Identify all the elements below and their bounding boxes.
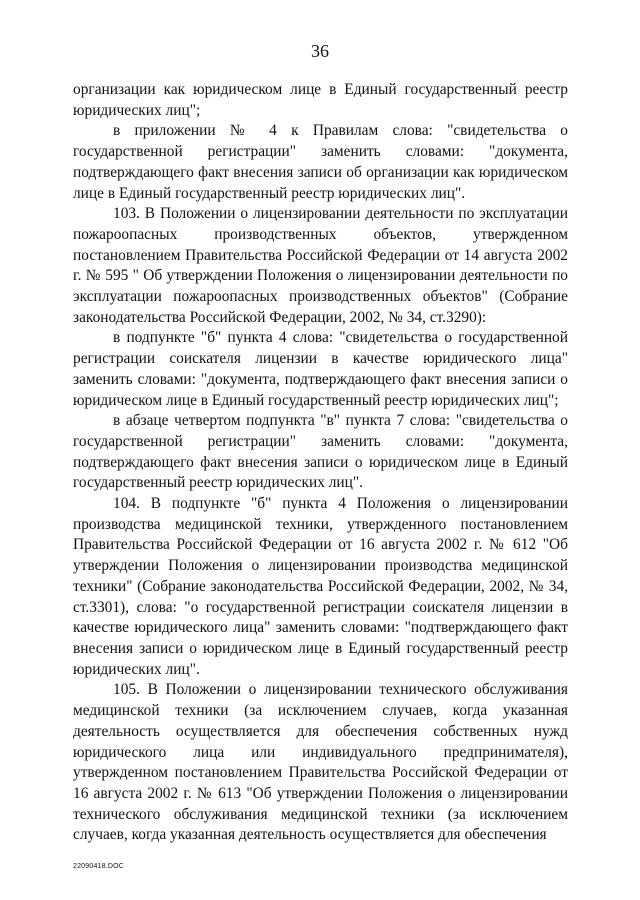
paragraph-item-103: 103. В Положении о лицензировании деятельности по эксплуатации пожароопасных производственных объектов, утвержденном постановлением Правительства Российской Федерации от 14 августа 2002 г. № 595 " Об утверждении Положения о лицензировании деятельности по эксплуатации пожароопасных производственных объектов" (Собрание законодательства Российской Федерации, 2002, № 34, ст.3290): <box>73 205 568 326</box>
document-filename: 22090418.DOC <box>73 863 125 870</box>
page-number: 36 <box>311 41 329 61</box>
document-body <box>73 80 568 846</box>
paragraph: в приложении № 4 к Правилам слова: "свидетельства о государственной регистрации" заменить словами: "документа, подтверждающего факт внесения записи об организации как юридическом лице в Единый государственный реестр юридических лиц". <box>73 122 568 202</box>
paragraph-continuation: организации как юридическом лице в Единый государственный реестр юридических лиц"; <box>73 81 568 119</box>
paragraph-item-105: 105. В Положении о лицензировании технического обслуживания медицинской техники (за исключением случаев, когда указанная деятельность осуществляется для обеспечения собственных нужд юридического лица или индивидуального предпринимателя), утвержденном постановлением Правительства Российской Федерации от 16 августа 2002 г. № 613 "Об утверждении Положения о лицензировании технического обслуживания медицинской техники (за исключением случаев, когда указанная деятельность осуществляется для обеспечения <box>73 681 568 844</box>
paragraph: в абзаце четвертом подпункта "в" пункта 7 слова: "свидетельства о государственной регистрации" заменить словами: "документа, подтверждающего факт внесения записи о юридическом лице в Единый государственный реестр юридических лиц". <box>73 412 568 492</box>
paragraph-item-104: 104. В подпункте "б" пункта 4 Положения о лицензировании производства медицинской техники, утвержденного постановлением Правительства Российской Федерации от 16 августа 2002 г. № 612 "Об утверждении Положения о лицензировании производства медицинской техники" (Собрание законодательства Российской Федерации, 2002, № 34, ст.3301), слова: "о государственной регистрации соискателя лицензии в качестве юридического лица" заменить словами: "подтверждающего факт внесения записи о юридическом лице в Единый государственный реестр юридических лиц". <box>73 495 568 678</box>
paragraph: в подпункте "б" пункта 4 слова: "свидетельства о государственной регистрации соискателя лицензии в качестве юридического лица" заменить словами: "документа, подтверждающего факт внесения записи о юридическом лице в Единый государственный реестр юридических лиц"; <box>73 329 568 409</box>
